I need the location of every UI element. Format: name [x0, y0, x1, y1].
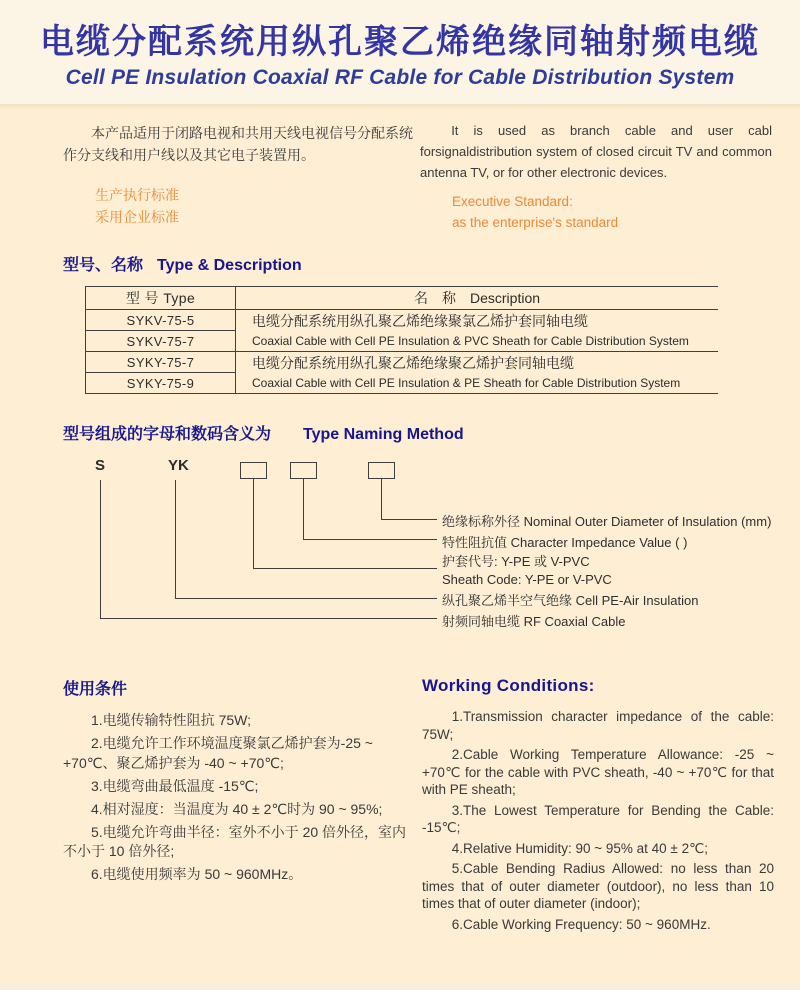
list-item: 4.Relative Humidity: 90 ~ 95% at 40 ± 2℃;	[451, 840, 709, 856]
type-cell: SYKV-75-7	[86, 331, 236, 352]
desc-cell: Coaxial Cable with Cell PE Insulation & PVC Sheath for Cable Distribution System	[236, 331, 718, 352]
table-header-row	[86, 287, 718, 310]
type-naming-diagram	[0, 455, 800, 645]
page-bottom-strip	[0, 984, 800, 990]
connector-line	[303, 539, 437, 540]
working-conditions-en	[422, 676, 774, 936]
section-heading-naming	[63, 421, 464, 444]
desc-cell: 电缆分配系统用纵孔聚乙烯绝缘聚氯乙烯护套同轴电缆	[252, 312, 588, 329]
section-heading-en: Type Naming Method	[303, 426, 464, 443]
code-letter-yk: YK	[168, 457, 189, 474]
header-divider	[0, 104, 800, 110]
table-header-type: 型 号 Type	[86, 287, 236, 310]
list-item: 6.Cable Working Frequency: 50 ~ 960MHz.	[451, 916, 711, 932]
type-cell: SYKV-75-5	[86, 310, 236, 331]
list-item: 5.Cable Bending Radius Allowed: no less than 20 times that of outer diameter (outdoor), no less than 10 times that of outer diameter (indoor);	[422, 861, 774, 911]
diagram-label: Sheath Code: Y-PE or V-PVC	[442, 572, 612, 587]
diagram-label: 护套代号: Y-PE 或 V-PVC	[442, 554, 590, 569]
naming-box	[368, 462, 395, 479]
list-item: 3.The Lowest Temperature for Bending the Cable: -15℃;	[422, 802, 774, 835]
table-row	[86, 352, 718, 373]
standard-line: as the enterprise's standard	[452, 215, 619, 230]
standards-en	[420, 191, 772, 233]
section-heading-type	[63, 252, 302, 275]
table-header-desc: 名 称 Description	[236, 287, 718, 310]
intro-column-cn	[63, 122, 413, 228]
list-item: 1.Transmission character impedance of the cable: 75W;	[422, 709, 774, 742]
code-letter-s: S	[95, 457, 106, 474]
connector-line	[253, 479, 254, 568]
list-item: 3.电缆弯曲最低温度 -15℃;	[91, 777, 259, 794]
connector-line	[381, 479, 382, 519]
page-subtitle: Cell PE Insulation Coaxial RF Cable for Cable Distribution System	[65, 66, 735, 89]
list-item: 2.Cable Working Temperature Allowance: -25 ~ +70℃ for the cable with PVC sheath, -40 ~ +70℃ for that with PE sheath;	[422, 747, 774, 797]
connector-line	[381, 519, 437, 520]
list-item: 4.相对湿度：当温度为 40 ± 2℃时为 90 ~ 95%;	[91, 800, 383, 817]
table-row	[86, 310, 718, 331]
connector-line	[175, 480, 176, 598]
desc-cell: Coaxial Cable with Cell PE Insulation & PE Sheath for Cable Distribution System	[236, 373, 718, 394]
list-item: 6.电缆使用频率为 50 ~ 960MHz。	[91, 866, 303, 882]
section-heading-cn: 型号组成的字母和数码含义为	[63, 426, 272, 443]
intro-paragraph-cn: 本产品适用于闭路电视和共用天线电视信号分配系统作分支线和用户线以及其它电子装置用。	[63, 125, 413, 163]
section-heading-en: Type & Description	[157, 257, 302, 274]
connector-line	[253, 568, 437, 569]
connector-line	[100, 618, 437, 619]
standard-line: Executive Standard:	[452, 194, 573, 209]
usage-conditions-cn	[63, 676, 417, 888]
intro-paragraph-en: It is used as branch cable and user cabl forsignaldistribution system of closed circuit TV and common antenna TV, or for other electronic devices.	[420, 123, 772, 180]
page-title: 电缆分配系统用纵孔聚乙烯绝缘同轴射频电缆	[40, 23, 760, 61]
usage-heading-en: Working Conditions:	[422, 676, 595, 695]
diagram-label: 绝缘标称外径 Nominal Outer Diameter of Insulation (mm)	[442, 514, 772, 529]
standards-cn	[63, 184, 413, 228]
list-item: 1.电缆传输特性阻抗 75W;	[91, 712, 251, 728]
table-row	[86, 331, 718, 352]
naming-box	[290, 462, 317, 479]
connector-line	[100, 480, 101, 618]
naming-box	[240, 462, 267, 479]
diagram-label: 纵孔聚乙烯半空气绝缘 Cell PE-Air Insulation	[442, 593, 699, 608]
type-cell: SYKY-75-7	[86, 352, 236, 373]
list-item: 2.电缆允许工作环境温度聚氯乙烯护套为-25 ~ +70℃、聚乙烯护套为 -40 ~ +70℃;	[63, 735, 373, 771]
connector-line	[303, 479, 304, 539]
standard-line: 生产执行标准	[95, 187, 179, 203]
diagram-label: 特性阻抗值 Character Impedance Value ( )	[442, 535, 688, 550]
connector-line	[175, 598, 437, 599]
type-table	[85, 286, 718, 394]
table-row	[86, 373, 718, 394]
usage-heading-cn: 使用条件	[63, 681, 128, 698]
intro-column-en	[420, 120, 772, 233]
section-heading-cn: 型号、名称	[63, 257, 144, 274]
type-cell: SYKY-75-9	[86, 373, 236, 394]
desc-cell: 电缆分配系统用纵孔聚乙烯绝缘聚乙烯护套同轴电缆	[252, 354, 574, 371]
diagram-label: 射频同轴电缆 RF Coaxial Cable	[442, 614, 626, 629]
standard-line: 采用企业标准	[95, 209, 179, 225]
list-item: 5.电缆允许弯曲半径：室外不小于 20 倍外径，室内不小于 10 倍外径;	[63, 823, 407, 859]
